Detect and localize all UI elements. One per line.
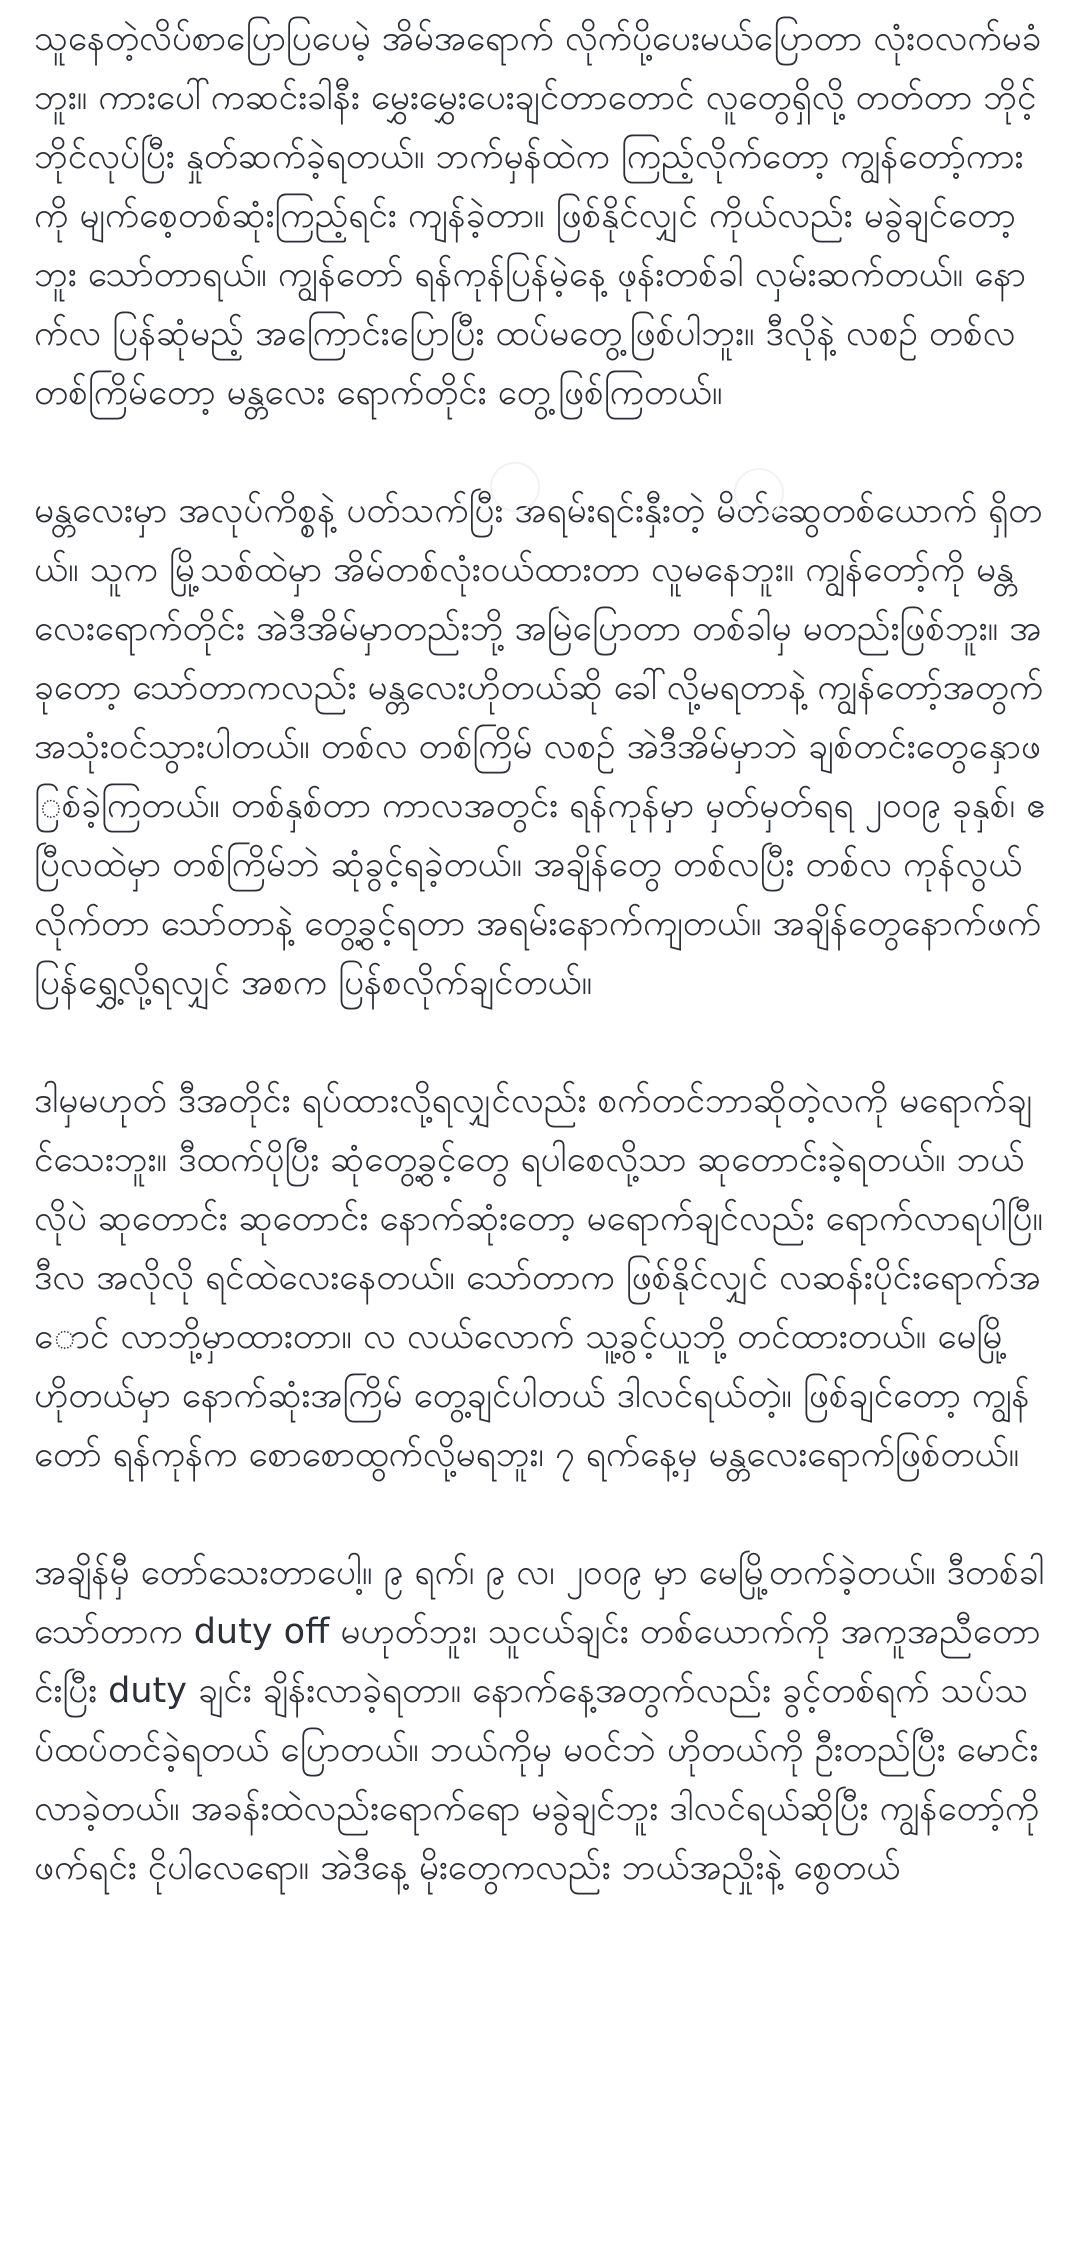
article-paragraph-4: အချိန်မှီ တော်သေးတာပေါ့။ ၉ ရက်၊ ၉ လ၊ ၂၀၀၉ မှာ မေမြို့တက်ခဲ့တယ်။ ဒီတစ်ခါ သော်တာက duty off မဟုတ်ဘူး၊ သူငယ်ချင်း တစ်ယောက်ကို အကူအညီတောင်းပြီး duty ချင်း ချိန်းလာခဲ့ရတာ။ နောက်နေ့အတွက်လည်း ခွင့်တစ်ရက် သပ်သပ်ထပ်တင်ခဲ့ရတယ် ပြောတယ်။ ဘယ်ကိုမှ မဝင်ဘဲ ဟိုတယ်ကို ဦးတည်ပြီး မောင်းလာခဲ့တယ်။ အခန်းထဲလည်းရောက်ရော မခွဲချင်ဘူး ဒါလင်ရယ်ဆိုပြီး ကျွန်တော့်ကို ဖက်ရင်း ငိုပါလေရော။ အဲဒီနေ့ မိုးတွေကလည်း ဘယ်အညှိုးနဲ့ စွေတယ် xyxy=(34,1553,1045,1888)
article-paragraph-1: သူနေတဲ့လိပ်စာပြောပြပေမဲ့ အိမ်အရောက် လိုက်ပို့ပေးမယ်ပြောတာ လုံးဝလက်မခံဘူး။ ကားပေါ်ကဆင်းခါနီး မွှေးမွှေးပေးချင်တာတောင် လူတွေရှိလို့ တတ်တာ ဘိုင့်ဘိုင်လုပ်ပြီး နှုတ်ဆက်ခဲ့ရတယ်။ ဘက်မှန်ထဲက ကြည့်လိုက်တော့ ကျွန်တော့်ကား ကို မျက်စေ့တစ်ဆုံးကြည့်ရင်း ကျန်ခဲ့တာ။ ဖြစ်နိုင်လျှင် ကိုယ်လည်း မခွဲချင်တော့ဘူး သော်တာရယ်။ ကျွန်တော် ရန်ကုန်ပြန်မဲ့နေ့ ဖုန်းတစ်ခါ လှမ်းဆက်တယ်။ နောက်လ ပြန်ဆုံမည့် အကြောင်းပြောပြီး ထပ်မတွေ့ဖြစ်ပါဘူး။ ဒီလိုနဲ့ လစဉ် တစ်လ တစ်ကြိမ်တော့ မန္တလေး ရောက်တိုင်း တွေ့ဖြစ်ကြတယ်။ xyxy=(34,19,1042,413)
article-paragraph-3: ဒါမှမဟုတ် ဒီအတိုင်း ရပ်ထားလို့ရလျှင်လည်း စက်တင်ဘာဆိုတဲ့လကို မရောက်ချင်သေးဘူး။ ဒီထက်ပိုပြီး ဆုံတွေ့ခွင့်တွေ ရပါစေလို့သာ ဆုတောင်းခဲ့ရတယ်။ ဘယ်လိုပဲ ဆုတောင်း ဆုတောင်း နောက်ဆုံးတော့ မရောက်ချင်လည်း ရောက်လာရပါပြီ။ ဒီလ အလိုလို ရင်ထဲလေးနေတယ်။ သော်တာက ဖြစ်နိုင်လျှင် လဆန်းပိုင်းရောက်အောင် လာဘို့မှာထားတာ။ လ လယ်လောက် သူ့ခွင့်ယူဘို့ တင်ထားတယ်။ မေမြို့ ဟိုတယ်မှာ နောက်ဆုံးအကြိမ် တွေ့ချင်ပါတယ် ဒါလင်ရယ်တဲ့။ ဖြစ်ချင်တော့ ကျွန်တော် ရန်ကုန်က စောစောထွက်လို့မရဘူး၊ ၇ ရက်နေ့မှ မန္တလေးရောက်ဖြစ်တယ်။ xyxy=(34,1081,1043,1475)
article-body xyxy=(34,10,1046,1898)
article-paragraph-2: မန္တလေးမှာ အလုပ်ကိစ္စနဲ့ ပတ်သက်ပြီး အရမ်းရင်းနှီးတဲ့ မိတ်ဆွေတစ်ယောက် ရှိတယ်။ သူက မြို့သစ်ထဲမှာ အိမ်တစ်လုံးဝယ်ထားတာ လူမနေဘူး။ ကျွန်တော့်ကို မန္တလေးရောက်တိုင်း အဲဒီအိမ်မှာတည်းဘို့ အမြဲပြောတာ တစ်ခါမှ မတည်းဖြစ်ဘူး။ အခုတော့ သော်တာကလည်း မန္တလေးဟိုတယ်ဆို ခေါ်လို့မရတာနဲ့ ကျွန်တော့်အတွက် အသုံးဝင်သွားပါတယ်။ တစ်လ တစ်ကြိမ် လစဉ် အဲဒီအိမ်မှာဘဲ ချစ်တင်းတွေနှောဖြစ်ခဲ့ကြတယ်။ တစ်နှစ်တာ ကာလအတွင်း ရန်ကုန်မှာ မှတ်မှတ်ရရ ၂၀၀၉ ခုနှစ်၊ ဧပြီလထဲမှာ တစ်ကြိမ်ဘဲ ဆုံခွင့်ရခဲ့တယ်။ အချိန်တွေ တစ်လပြီး တစ်လ ကုန်လွယ်လိုက်တာ သော်တာနဲ့ တွေ့ခွင့်ရတာ အရမ်းနောက်ကျတယ်။ အချိန်တွေနောက်ဖက် ပြန်ရွှေ့လို့ရလျှင် အစက ပြန်စလိုက်ချင်တယ်။ xyxy=(34,491,1046,1003)
